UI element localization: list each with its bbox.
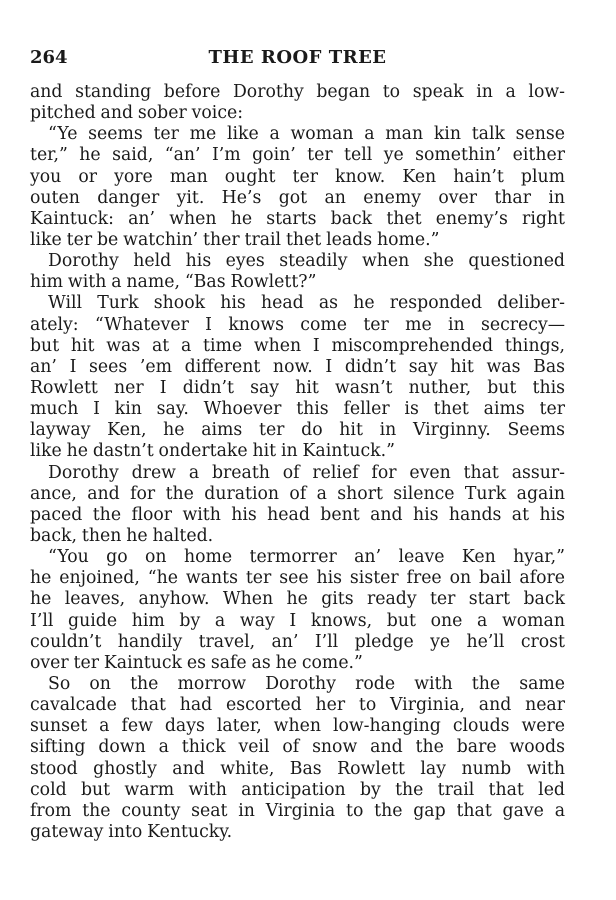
text-line: and standing before Dorothy began to speak in a low-: [30, 82, 565, 102]
text-line: “You go on home termorrer an’ leave Ken hyar,”: [48, 547, 565, 568]
text-line: back, then he halted.: [30, 525, 214, 546]
text-line: Rowlett ner I didn’t say hit wasn’t nuther, but this: [30, 377, 565, 398]
text-line: much I kin say. Whoever this feller is thet aims ter: [30, 399, 565, 420]
text-line: he enjoined, “he wants ter see his sister free on bail afore: [30, 568, 565, 589]
text-line: Dorothy drew a breath of relief for even that assur-: [48, 462, 565, 483]
text-line: Will Turk shook his head as he responded deliber-: [48, 293, 565, 314]
text-line: cold but warm with anticipation by the trail that led: [30, 779, 565, 800]
page-header: [30, 46, 565, 70]
text-line: like he dastn’t ondertake hit in Kaintuck.”: [30, 441, 395, 462]
text-line: like ter be watchin’ ther trail thet leads home.”: [30, 229, 440, 250]
body-text: [30, 82, 565, 843]
text-line: over ter Kaintuck es safe as he come.”: [30, 652, 363, 673]
text-line: layway Ken, he aims ter do hit in Virginny. Seems: [30, 420, 565, 441]
text-line: outen danger yit. He’s got an enemy over thar in: [30, 187, 565, 208]
text-line: paced the floor with his head bent and his hands at his: [30, 504, 565, 525]
text-line: from the county seat in Virginia to the gap that gave a: [30, 800, 565, 821]
text-line: pitched and sober voice:: [30, 103, 244, 124]
text-line: you or yore man ought ter know. Ken hain’t plum: [30, 166, 565, 187]
running-title: THE ROOF TREE: [208, 47, 387, 68]
text-line: gateway into Kentucky.: [30, 821, 233, 842]
text-line: I’ll guide him by a way I knows, but one a woman: [30, 610, 565, 631]
text-line: he leaves, anyhow. When he gits ready ter start back: [30, 589, 565, 610]
text-line: So on the morrow Dorothy rode with the same: [48, 673, 565, 694]
text-line: sunset a few days later, when low-hanging clouds were: [30, 716, 565, 737]
text-line: cavalcade that had escorted her to Virginia, and near: [30, 695, 565, 716]
text-line: Dorothy held his eyes steadily when she questioned: [48, 251, 565, 272]
page-number: 264: [30, 47, 68, 68]
text-line: ately: “Whatever I knows come ter me in secrecy—: [30, 314, 565, 335]
text-line: sifting down a thick veil of snow and the bare woods: [30, 737, 565, 758]
text-line: stood ghostly and white, Bas Rowlett lay numb with: [30, 758, 565, 779]
text-line: an’ I sees ’em different now. I didn’t say hit was Bas: [30, 356, 565, 377]
text-line: him with a name, “Bas Rowlett?”: [30, 272, 317, 293]
text-line: Kaintuck: an’ when he starts back thet enemy’s right: [30, 208, 565, 229]
text-line: couldn’t handily travel, an’ I’ll pledge ye he’ll crost: [30, 631, 565, 652]
text-line: ance, and for the duration of a short silence Turk again: [30, 483, 565, 504]
text-line: ter,” he said, “an’ I’m goin’ ter tell ye somethin’ either: [30, 145, 565, 166]
text-line: but hit was at a time when I miscomprehended things,: [30, 335, 565, 356]
text-line: “Ye seems ter me like a woman a man kin talk sense: [48, 124, 565, 145]
